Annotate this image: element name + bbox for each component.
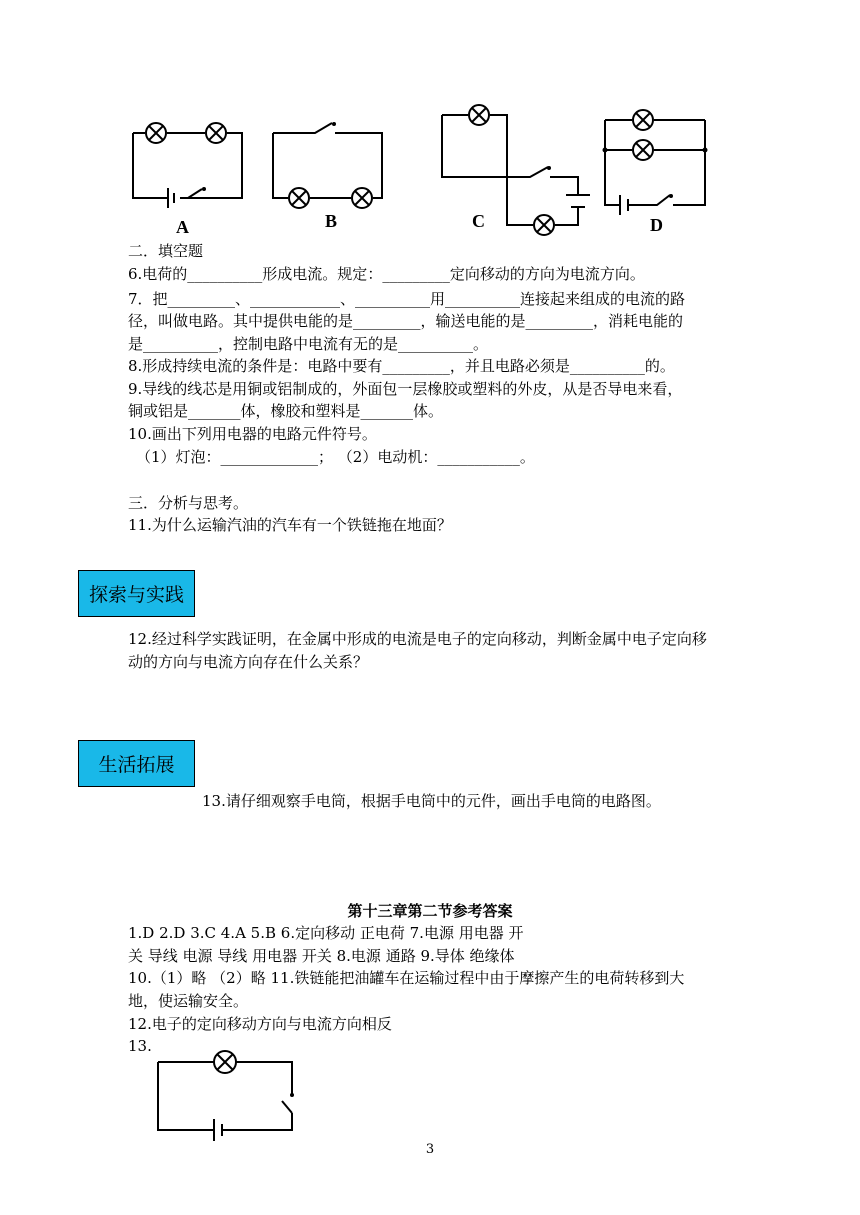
page-number: 3 xyxy=(425,1142,435,1157)
question-9-line2: 铜或铝是_______体，橡胶和塑料是_______体。 xyxy=(128,402,444,420)
answer-title: 第十三章第二节参考答案 xyxy=(347,902,513,920)
label-a: A xyxy=(176,217,189,237)
label-c: C xyxy=(472,211,485,231)
circuit-a xyxy=(133,123,242,237)
question-6: 6.电荷的__________形成电流。规定：_________定向移动的方向为电流方向。 xyxy=(128,265,645,283)
label-d: D xyxy=(650,215,663,235)
label-b: B xyxy=(325,211,338,231)
question-7-line3: 是__________，控制电路中电流有无的是__________。 xyxy=(128,335,489,353)
question-9-line1: 9.导线的线芯是用铜或铝制成的，外面包一层橡胶或塑料的外皮，从是否导电来看， xyxy=(128,380,683,398)
question-12-line2: 动的方向与电流方向存在什么关系？ xyxy=(128,653,369,671)
section3-title: 三．分析与思考。 xyxy=(128,494,249,512)
answer-line1: 1.D 2.D 3.C 4.A 5.B 6.定向移动 正电荷 7.电源 用电器 开 xyxy=(128,924,524,942)
question-13: 13.请仔细观察手电筒，根据手电筒中的元件，画出手电筒的电路图。 xyxy=(202,792,661,810)
answer-circuit xyxy=(150,1045,310,1145)
question-7-line2: 径，叫做电路。其中提供电能的是_________，输送电能的是_________，消耗电能的 xyxy=(128,312,684,330)
question-10: 10.画出下列用电器的电路元件符号。 xyxy=(128,425,377,443)
circuit-b xyxy=(273,122,382,231)
answer-line6: 13. xyxy=(128,1037,152,1055)
answer-line5: 12.电子的定向移动方向与电流方向相反 xyxy=(128,1015,392,1033)
section2-title: 二．填空题 xyxy=(128,242,204,260)
question-7-line1: 7．把_________、____________、__________用__________连接起来组成的电流的路 xyxy=(128,290,686,308)
question-8: 8.形成持续电流的条件是：电路中要有_________，并且电路必须是__________的。 xyxy=(128,357,675,375)
circuit-diagrams xyxy=(120,95,720,245)
answer-line3: 10.（1）略 （2）略 11.铁链能把油罐车在运输过程中由于摩擦产生的电荷转移到大 xyxy=(128,969,685,987)
question-12-line1: 12.经过科学实践证明，在金属中形成的电流是电子的定向移动，判断金属中电子定向移 xyxy=(128,630,707,648)
circuit-c xyxy=(442,105,590,235)
explore-practice-box: 探索与实践 xyxy=(78,570,195,617)
question-11: 11.为什么运输汽油的汽车有一个铁链拖在地面？ xyxy=(128,516,452,534)
answer-line4: 地，使运输安全。 xyxy=(128,992,249,1010)
life-extension-box: 生活拓展 xyxy=(78,740,195,787)
circuit-d xyxy=(603,110,708,235)
answer-line2: 关 导线 电源 导线 用电器 开关 8.电源 通路 9.导体 绝缘体 xyxy=(128,947,515,965)
question-10-items: （1）灯泡：_____________； （2）电动机：___________。 xyxy=(136,448,535,466)
